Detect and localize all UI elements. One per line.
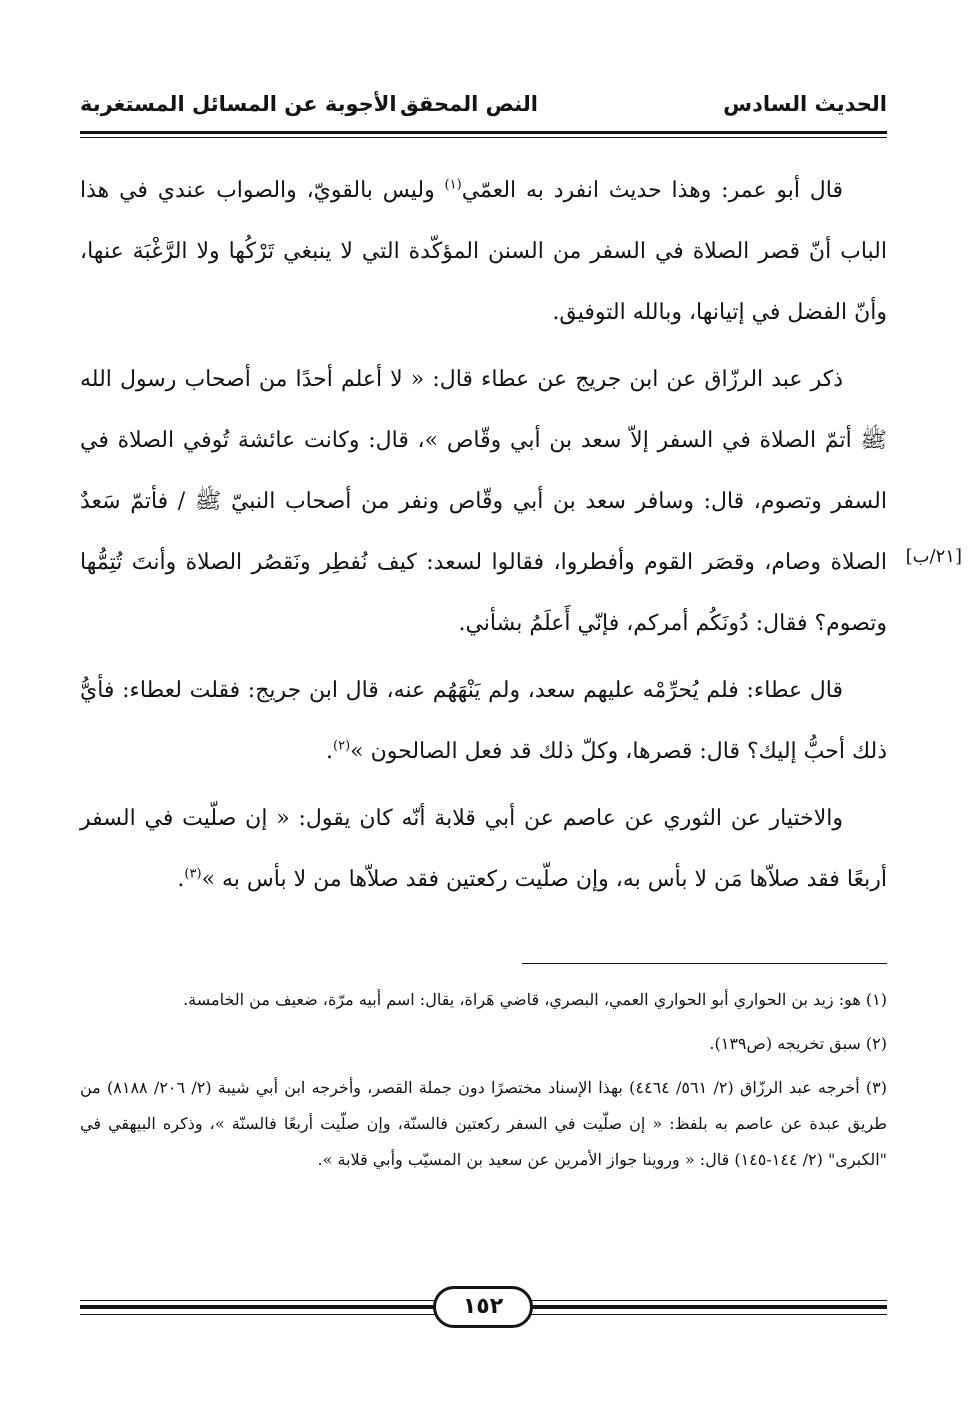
header-book-title: الأجوبة عن المسائل المستغربة <box>80 92 397 116</box>
running-header <box>80 86 887 126</box>
paragraph-1: قال أبو عمر: وهذا حديث انفرد به العمّي$^{(١)}$ وليس بالقويّ، والصواب عندي في هذا الباب أنّ قصر الصلاة في السفر من السنن المؤكّدة التي لا ينبغي تَرْكُها ولا الرَّغْبَة عنها، وأنّ الفضل في إتيانها، وبالله التوفيق. <box>80 177 887 325</box>
footnote-separator <box>522 963 887 964</box>
footnote-3: (٣) أخرجه عبد الرزّاق (٢/ ٥٦١/ ٤٤٦٤) بهذا الإسناد مختصرًا دون جملة القصر، وأخرجه ابن أبي شيبة (٢/ ٢٠٦/ ٨١٨٨) من طريق عبدة عن عاصم به بلفظ: « إن صلّيت في السفر ركعتين فالسنّة، وإن صلّيت أربعًا فالسنّة »، وذكره البيهقي في "الكبرى" (٢/ ١٤٤-١٤٥) قال: « وروينا جواز الأمرين عن سعيد بن المسيّب وأبي قلابة ». <box>80 1078 888 1169</box>
paragraph-3: قال عطاء: فلم يُحرِّمْه عليهم سعد، ولم يَنْهَهُم عنه، قال ابن جريج: فقلت لعطاء: فأيُّ ذلك أحبُّ إليك؟ قال: قصرها، وكلّ ذلك قد فعل الصالحون »$^{(٢)}$. <box>80 678 887 764</box>
header-chapter-title: الحديث السادس <box>723 92 887 116</box>
footnote-ref-3: (٣) <box>184 866 202 882</box>
page-footer <box>80 1280 887 1340</box>
paragraph-2: ذكر عبد الرزّاق عن ابن جريج عن عطاء قال: « لا أعلم أحدًا من أصحاب رسول الله ﷺ أتمّ الصلاة في السفر إلاّ سعد بن أبي وقّاص »، قال: وكانت عائشة تُوفي الصلاة في السفر وتصوم، قال: وسافر سعد بن أبي وقّاص ونفر من أصحاب النبيّ ﷺ / فأتمّ سَعدٌ الصلاة وصام، وقصَر القوم وأفطروا، فقالوا لسعد: كيف نُفطِر ونَقصُر الصلاة وأنتَ تُتِمُّها وتصوم؟ فقال: دُونَكُم أمركم، فإنّي أَعلَمُ بشأني. <box>80 367 887 636</box>
paragraph-4: والاختيار عن الثوري عن عاصم عن أبي قلابة أنّه كان يقول: « إن صلّيت في السفر أربعًا فقد صلاّها مَن لا بأس به، وإن صلّيت ركعتين فقد صلاّها من لا بأس به »$^{(٣)}$. <box>80 806 887 892</box>
page-number: ١٥٢ <box>433 1286 533 1328</box>
footnote-ref-2: (٢) <box>333 738 351 754</box>
header-rule <box>80 131 887 134</box>
footnote-2: (٢) سبق تخريجه (ص١٣٩). <box>709 1034 887 1053</box>
footnote-ref-1: (١) <box>444 177 462 193</box>
footnote-1: (١) هو: زيد بن الحواري أبو الحواري العمي، البصري، قاضي هَراة، يقال: اسم أبيه مرّة، ضعيف من الخامسة. <box>183 990 887 1009</box>
header-rule-thin <box>80 137 887 138</box>
header-section-title: النص المحقق <box>400 92 538 116</box>
main-text <box>80 160 887 910</box>
footnotes <box>80 982 887 1178</box>
manuscript-folio-marker: [٢١/ب] <box>905 546 962 567</box>
